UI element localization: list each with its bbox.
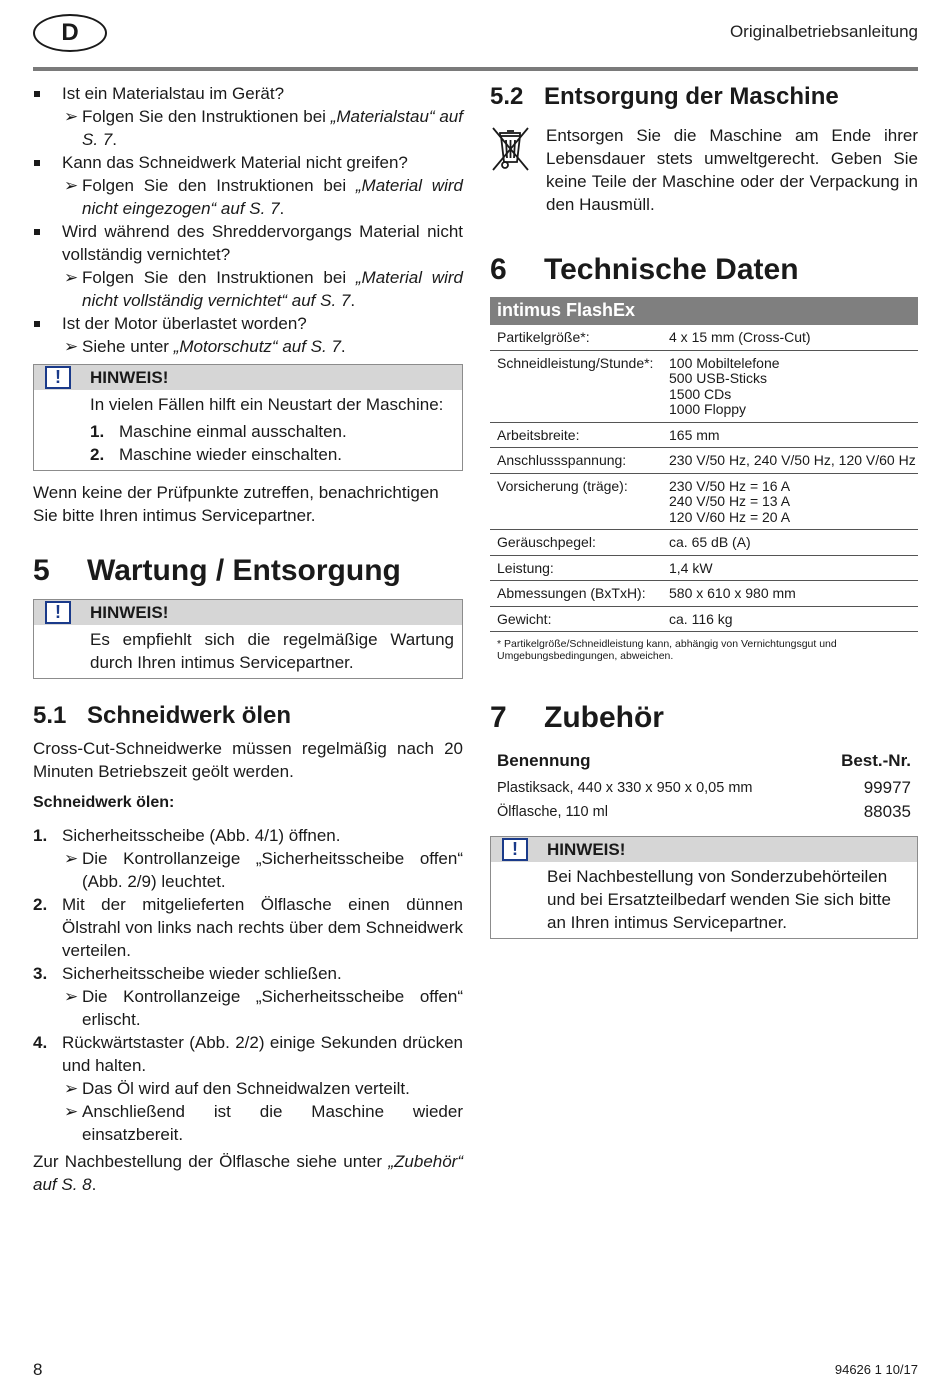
language-code: D [61, 19, 79, 46]
notice-header [34, 365, 462, 390]
numbered-step: 3. Sicherheitsscheibe wieder schließen. [33, 964, 342, 983]
subsection-heading: 5.2 Entsorgung der Maschine [490, 83, 839, 110]
cross-reference[interactable]: „Zubehör“ auf S. 8 [33, 1152, 463, 1194]
closing-paragraph: Wenn keine der Prüfpunkte zutreffen, benachrichtigen Sie bitte Ihren intimus Servicepartner. [33, 483, 439, 525]
notice-body: Bei Nachbestellung von Sonderzubehörteilen und bei Ersatzteilbedarf wenden Sie sich bitte an Ihren intimus Servicepartner. [547, 867, 891, 932]
accessories-table [490, 750, 918, 824]
arrow-icon: ➢ [64, 107, 79, 126]
check-action: ➢ Folgen Sie den Instruktionen bei „Material wird nicht eingezogen“ auf S. 7. [64, 176, 463, 218]
intro-paragraph: Cross-Cut-Schneidwerke müssen regelmäßig nach 20 Minuten Betriebszeit geölt werden. [33, 739, 463, 781]
oiling-steps [33, 824, 463, 1146]
header-rule [33, 67, 918, 71]
cross-reference[interactable]: „Materialstau“ auf S. 7 [82, 107, 463, 149]
left-column [33, 82, 463, 1196]
exclamation-icon: ! [45, 601, 71, 624]
notice-body: In vielen Fällen hilft ein Neustart der Maschine: 1. Maschine einmal ausschalten. 2. Maschine wieder einschalten. [34, 390, 462, 470]
reorder-paragraph: Zur Nachbestellung der Ölflasche siehe unter „Zubehör“ auf S. 8. [33, 1152, 463, 1194]
step-result: ➢ Das Öl wird auf den Schneidwalzen verteilt. [64, 1079, 410, 1098]
arrow-icon: ➢ [64, 337, 79, 356]
numbered-step: 1. Sicherheitsscheibe (Abb. 4/1) öffnen. [33, 826, 341, 845]
table-row: Schneidleistung/Stunde*: 100 Mobiltelefone 500 USB-Sticks 1500 CDs 1000 Floppy [490, 351, 918, 423]
numbered-step: 2. Maschine wieder einschalten. [90, 445, 343, 464]
table-row: Vorsicherung (träge): 230 V/50 Hz = 16 A 240 V/50 Hz = 13 A 120 V/60 Hz = 20 A [490, 474, 918, 531]
numbered-step: 2. Mit der mitgelieferten Ölflasche einen dünnen Ölstrahl von links nach rechts über dem Schneidwerk verteilen. [33, 895, 463, 960]
table-row: Arbeitsbreite: 165 mm [490, 423, 918, 449]
section-heading: 5 Wartung / Entsorgung [33, 554, 401, 587]
notice-title: HINWEIS! [547, 840, 626, 859]
language-badge [33, 14, 107, 52]
check-item: Ist der Motor überlastet worden? [33, 312, 463, 335]
table-row: Partikelgröße*: 4 x 15 mm (Cross-Cut) [490, 325, 918, 351]
document-code: 94626 1 10/17 [834, 1362, 918, 1377]
disposal-text: Entsorgen Sie die Maschine am Ende ihrer Lebensdauer stets umweltgerecht. Geben Sie keine Teile der Maschine oder der Verpackung in den Hausmüll. [546, 126, 918, 214]
table-row: Anschlussspannung: 230 V/50 Hz, 240 V/50 Hz, 120 V/60 Hz [490, 448, 918, 474]
tech-table-header: intimus FlashEx [490, 297, 918, 325]
section-heading: 7 Zubehör [490, 701, 664, 734]
numbered-step: 4. Rückwärtstaster (Abb. 2/2) einige Sekunden drücken und halten. [33, 1033, 463, 1075]
arrow-icon: ➢ [64, 987, 79, 1006]
disposal-note [490, 124, 918, 216]
table-row: Ölflasche, 110 ml 88035 [497, 802, 911, 821]
document-title: Originalbetriebsanleitung [729, 22, 918, 41]
arrow-icon: ➢ [64, 849, 79, 868]
notice-box [33, 599, 463, 679]
check-action: ➢ Folgen Sie den Instruktionen bei „Materialstau“ auf S. 7. [64, 107, 463, 149]
cross-reference[interactable]: „Material wird nicht vollständig vernichtet“ auf S. 7 [82, 268, 463, 310]
notice-title: HINWEIS! [90, 368, 169, 387]
arrow-icon: ➢ [64, 1079, 79, 1098]
numbered-step: 1. Maschine einmal ausschalten. [90, 422, 347, 441]
step-result: ➢ Die Kontrollanzeige „Sicherheitsscheibe offen“ erlischt. [64, 987, 463, 1029]
cross-reference[interactable]: „Material wird nicht eingezogen“ auf S. 7 [82, 176, 463, 218]
exclamation-icon: ! [45, 366, 71, 389]
notice-body: Es empfiehlt sich die regelmäßige Wartung durch Ihren intimus Servicepartner. [90, 630, 454, 672]
notice-box [490, 836, 918, 939]
step-result: ➢ Anschließend ist die Maschine wieder einsatzbereit. [64, 1102, 463, 1144]
check-item: Ist ein Materialstau im Gerät? [33, 82, 463, 105]
tech-data-table [490, 297, 918, 662]
table-footnote: * Partikelgröße/Schneidleistung kann, abhängig von Vernichtungsgut und Umgebungsbedingungen, abweichen. [497, 638, 837, 662]
table-row: Gewicht: ca. 116 kg [490, 607, 918, 633]
section-heading: 6 Technische Daten [490, 253, 799, 286]
accessories-header: Benennung Best.-Nr. [497, 751, 911, 770]
check-action: ➢ Siehe unter „Motorschutz“ auf S. 7. [64, 337, 346, 356]
step-result: ➢ Die Kontrollanzeige „Sicherheitsscheibe offen“ (Abb. 2/9) leuchtet. [64, 849, 463, 891]
check-action: ➢ Folgen Sie den Instruktionen bei „Material wird nicht vollständig vernichtet“ auf S. 7. [64, 268, 463, 310]
table-row: Geräuschpegel: ca. 65 dB (A) [490, 530, 918, 556]
arrow-icon: ➢ [64, 176, 79, 195]
page-number: 8 [33, 1360, 43, 1378]
check-item: Kann das Schneidwerk Material nicht greifen? [33, 151, 463, 174]
table-row: Plastiksack, 440 x 330 x 950 x 0,05 mm 99977 [497, 778, 911, 797]
arrow-icon: ➢ [64, 1102, 79, 1121]
notice-box [33, 364, 463, 471]
notice-title: HINWEIS! [90, 603, 169, 622]
cross-reference[interactable]: „Motorschutz“ auf S. 7 [173, 337, 341, 356]
troubleshooting-checklist [33, 82, 463, 358]
check-item: Wird während des Shreddervorgangs Material nicht vollständig vernichtet? [33, 220, 463, 266]
table-row: Abmessungen (BxTxH): 580 x 610 x 980 mm [490, 581, 918, 607]
steps-title: Schneidwerk ölen: [33, 794, 175, 811]
table-row: Leistung: 1,4 kW [490, 556, 918, 582]
crossed-out-wheelie-bin-icon [490, 124, 532, 172]
subsection-heading: 5.1 Schneidwerk ölen [33, 702, 292, 729]
exclamation-icon: ! [502, 838, 528, 861]
notice-header [491, 837, 917, 862]
arrow-icon: ➢ [64, 268, 79, 287]
right-column [490, 82, 918, 939]
notice-header [34, 600, 462, 625]
